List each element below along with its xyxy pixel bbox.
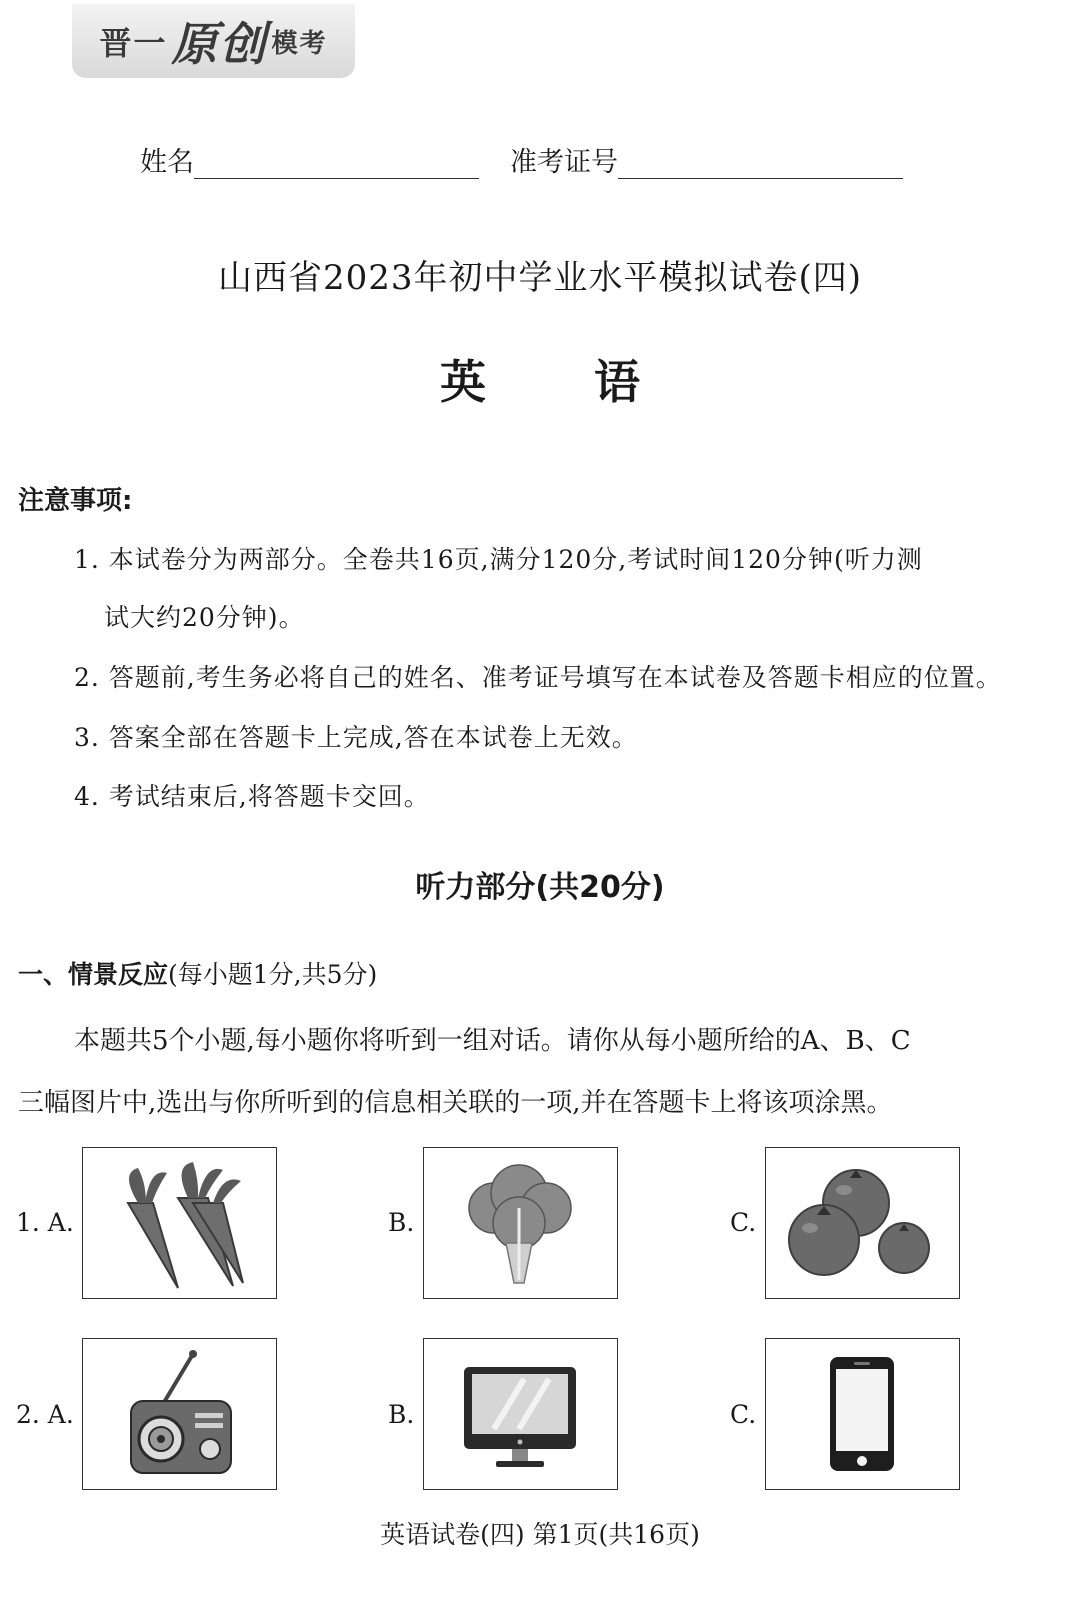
q2-label-b: B.: [388, 1400, 415, 1429]
exam-id-label: 准考证号: [510, 147, 618, 178]
part1-heading: [18, 955, 377, 991]
q2-option-a[interactable]: [82, 1338, 277, 1490]
q2-label-a: 2. A.: [16, 1400, 74, 1429]
brand-text-3: 模考: [271, 28, 328, 59]
q1-label-c: C.: [730, 1208, 757, 1237]
brand-text-1: 晋一: [99, 24, 168, 62]
note-1: 1. 本试卷分为两部分。全卷共16页,满分120分,考试时间120分钟(听力测: [74, 545, 923, 574]
subject-title: [0, 346, 1080, 412]
name-field[interactable]: [140, 140, 479, 179]
radio-icon: [83, 1339, 276, 1489]
note-3: 3. 答案全部在答题卡上完成,答在本试卷上无效。: [74, 723, 638, 752]
q1-option-a[interactable]: [82, 1147, 277, 1299]
q1-label-b: B.: [388, 1208, 415, 1237]
page-footer: 英语试卷(四) 第1页(共16页): [380, 1520, 700, 1549]
notes-heading: 注意事项:: [18, 486, 133, 516]
name-blank[interactable]: [194, 148, 479, 179]
note-4: 4. 考试结束后,将答题卡交回。: [74, 782, 430, 811]
exam-id-blank[interactable]: [618, 148, 903, 179]
tomatoes-icon: [766, 1148, 959, 1298]
note-1-cont: 试大约20分钟)。: [104, 603, 305, 632]
q2-option-c[interactable]: [765, 1338, 960, 1490]
note-2: 2. 答题前,考生务必将自己的姓名、准考证号填写在本试卷及答题卡相应的位置。: [74, 663, 1002, 692]
exam-id-field[interactable]: [510, 140, 903, 179]
subject-char-1: 英: [440, 355, 486, 409]
name-label: 姓名: [140, 147, 194, 178]
q1-option-c[interactable]: [765, 1147, 960, 1299]
brand-logo: [72, 4, 355, 78]
exam-title: 山西省2023年初中学业水平模拟试卷(四): [217, 258, 863, 298]
brand-text-2: 原创: [171, 17, 268, 71]
part1-heading-bold: 一、情景反应: [18, 960, 169, 989]
computer-monitor-icon: [424, 1339, 617, 1489]
part1-heading-rest: (每小题1分,共5分): [168, 960, 378, 989]
mobile-phone-icon: [766, 1339, 959, 1489]
q2-option-b[interactable]: [423, 1338, 618, 1490]
section-title: 听力部分(共20分): [415, 870, 665, 905]
instructions-line-2: 三幅图片中,选出与你所听到的信息相关联的一项,并在答题卡上将该项涂黑。: [18, 1088, 893, 1118]
subject-char-2: 语: [594, 355, 640, 409]
instructions-line-1: 本题共5个小题,每小题你将听到一组对话。请你从每小题所给的A、B、C: [74, 1026, 911, 1056]
lettuce-icon: [424, 1148, 617, 1298]
q1-label-a: 1. A.: [16, 1208, 74, 1237]
carrots-icon: [83, 1148, 276, 1298]
q2-label-c: C.: [730, 1400, 757, 1429]
q1-option-b[interactable]: [423, 1147, 618, 1299]
